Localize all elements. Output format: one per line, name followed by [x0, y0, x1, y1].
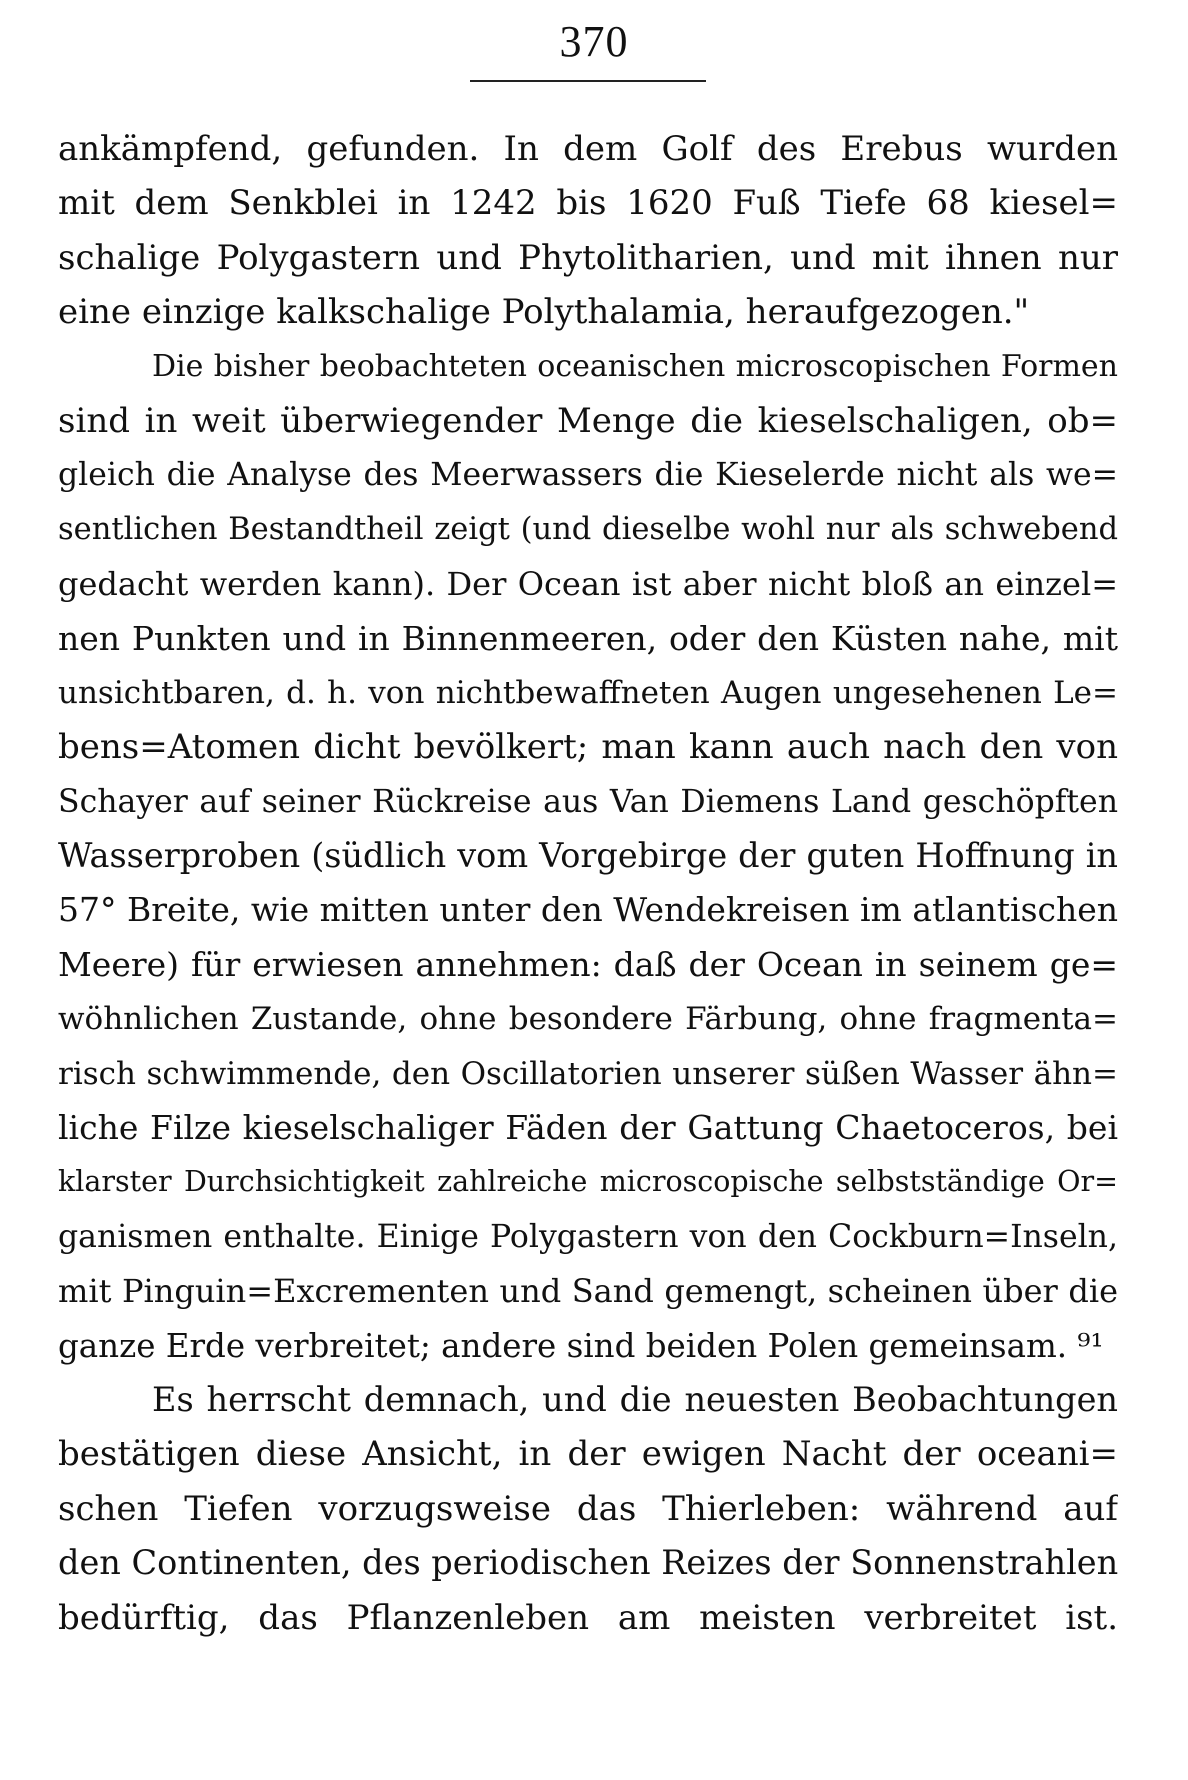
text-line: ganze Erde verbreitet; andere sind beiden Polen gemeinsam. ⁹¹	[58, 1326, 1104, 1365]
text-line: Die bisher beobachteten oceanischen microscopischen Formen	[152, 348, 1118, 384]
body-text	[58, 122, 1118, 1645]
text-line: sind in weit überwiegender Menge die kieselschaligen, ob=	[58, 400, 1118, 441]
text-line: gedacht werden kann). Der Ocean ist aber nicht bloß an einzel=	[58, 565, 1118, 604]
text-line: Meere) für erwiesen annehmen: daß der Ocean in seinem ge=	[58, 944, 1118, 984]
text-line: 57° Breite, wie mitten unter den Wendekreisen im atlantischen	[58, 890, 1118, 930]
text-line: Schayer auf seiner Rückreise aus Van Diemens Land geschöpften	[58, 783, 1118, 820]
text-line: schen Tiefen vorzugsweise das Thierleben: während auf	[58, 1488, 1118, 1529]
text-line: gleich die Analyse des Meerwassers die Kieselerde nicht als we=	[58, 457, 1118, 494]
text-line: eine einzige kalkschalige Polythalamia, heraufgezogen."	[58, 292, 1030, 333]
text-line: bens=Atomen dicht bevölkert; man kann auch nach den von	[58, 727, 1118, 768]
text-line: risch schwimmende, den Oscillatorien unserer süßen Wasser ähn=	[58, 1055, 1118, 1092]
text-line: nen Punkten und in Binnenmeeren, oder den Küsten nahe, mit	[58, 618, 1118, 658]
text-line: sentlichen Bestandtheil zeigt (und dieselbe wohl nur als schwebend	[58, 511, 1118, 547]
text-line: ankämpfend, gefunden. In dem Golf des Erebus wurden	[58, 129, 1118, 169]
text-line: unsichtbaren, d. h. von nichtbewaffneten Augen ungesehenen Le=	[58, 674, 1118, 711]
text-line: klarster Durchsichtigkeit zahlreiche microscopische selbstständige Or=	[58, 1165, 1118, 1199]
text-line: mit Pinguin=Excrementen und Sand gemengt, scheinen über die	[58, 1272, 1118, 1311]
text-line: schalige Polygastern und Phytolitharien, und mit ihnen nur	[58, 237, 1118, 278]
text-line: bestätigen diese Ansicht, in der ewigen Nacht der oceani=	[58, 1434, 1118, 1475]
text-line: ganismen enthalte. Einige Polygastern von den Cockburn=Inseln,	[58, 1218, 1118, 1255]
header-rule	[470, 80, 706, 82]
text-line: den Continenten, des periodischen Reizes der Sonnenstrahlen	[58, 1543, 1118, 1583]
text-line: liche Filze kieselschaliger Fäden der Gattung Chaetoceros, bei	[58, 1108, 1118, 1148]
text-line: mit dem Senkblei in 1242 bis 1620 Fuß Tiefe 68 kiesel=	[58, 183, 1118, 224]
text-line: wöhnlichen Zustande, ohne besondere Färbung, ohne fragmenta=	[58, 1001, 1118, 1038]
text-line: bedürftig, das Pflanzenleben am meisten verbreitet ist.	[58, 1597, 1118, 1638]
text-line: Es herrscht demnach, und die neuesten Beobachtungen	[152, 1379, 1118, 1419]
page-number: 370	[559, 17, 629, 66]
text-line: Wasserproben (südlich vom Vorgebirge der guten Hoffnung in	[58, 836, 1118, 876]
